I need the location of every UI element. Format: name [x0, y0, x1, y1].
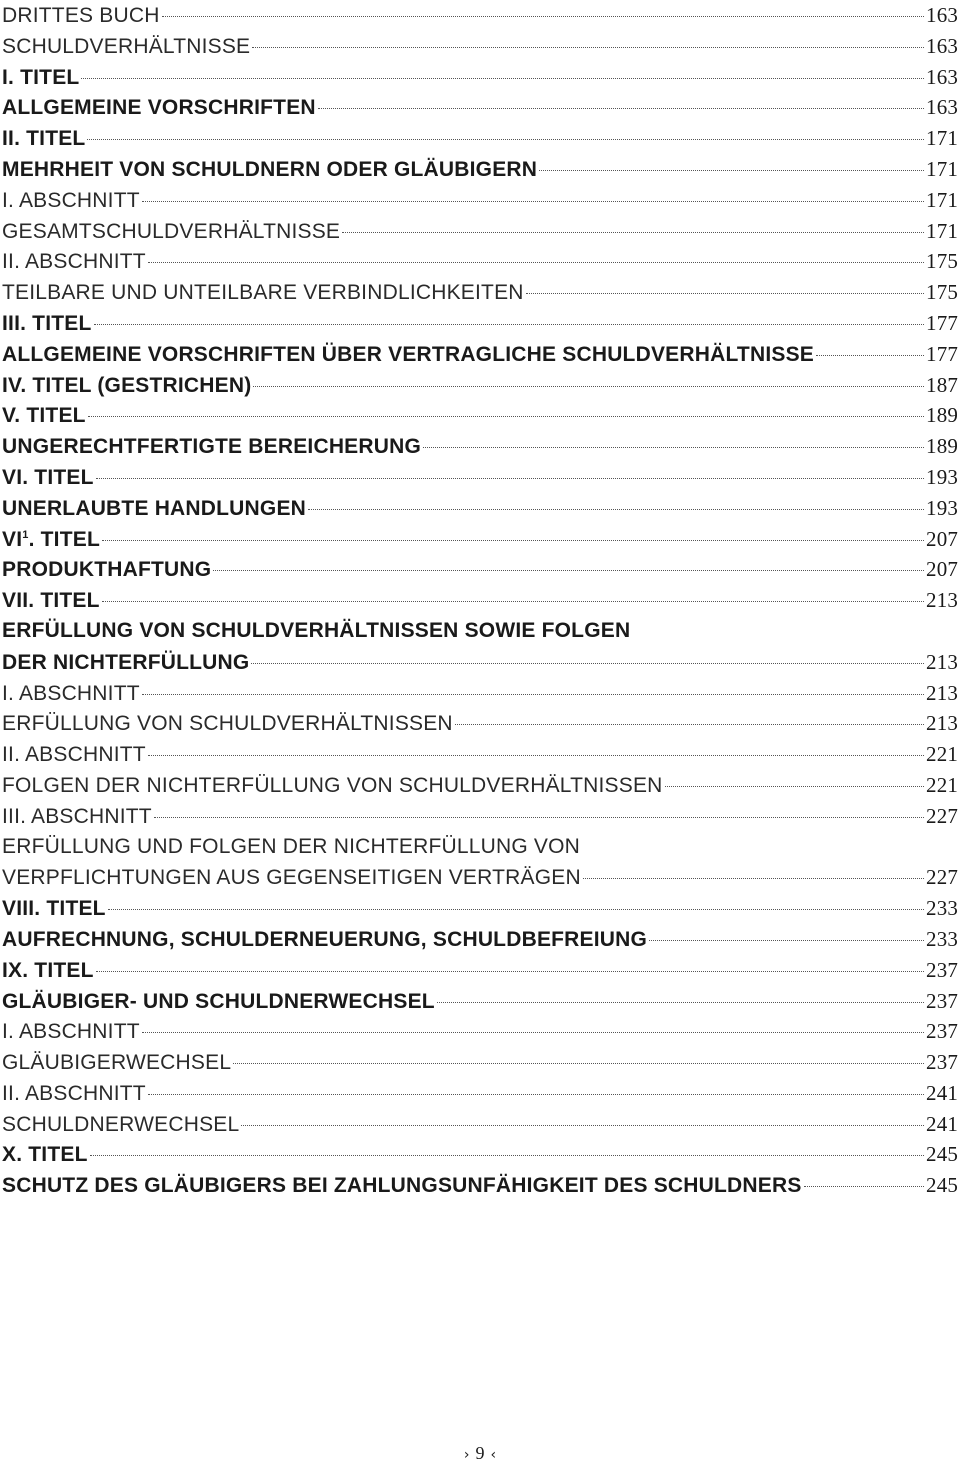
dot-leader	[816, 355, 924, 356]
toc-entry-title: I. ABSCHNITT	[2, 188, 140, 212]
toc-entry-title: ALLGEMEINE VORSCHRIFTEN	[2, 96, 316, 120]
dot-leader	[253, 386, 924, 387]
toc-entry-page: 163	[926, 64, 959, 89]
toc-entry-title: II. TITEL	[2, 127, 86, 151]
toc-entry-page: 213	[926, 649, 959, 674]
toc-entry-title: MEHRHEIT VON SCHULDNERN ODER GLÄUBIGERN	[2, 157, 538, 181]
toc-entry[interactable]	[2, 462, 960, 493]
toc-entry-page: 227	[926, 803, 959, 828]
toc-entry-page: 221	[926, 742, 959, 767]
toc-entry-page: 207	[926, 557, 959, 582]
toc-entry-page: 171	[926, 187, 959, 212]
toc-entry-page: 171	[926, 126, 959, 151]
toc-entry-title: GLÄUBIGERWECHSEL	[2, 1051, 232, 1075]
toc-entry[interactable]	[2, 185, 960, 216]
toc-entry[interactable]	[2, 277, 960, 308]
dot-leader	[649, 940, 924, 941]
toc-entry[interactable]	[2, 1139, 960, 1170]
toc-entry-title: SCHUTZ DES GLÄUBIGERS BEI ZAHLUNGSUNFÄHIGKEIT DES SCHULDNERS	[2, 1174, 802, 1198]
toc-entry[interactable]	[2, 678, 960, 709]
toc-entry-title: UNGERECHTFERTIGTE BEREICHERUNG	[2, 435, 422, 459]
dot-leader	[81, 78, 924, 79]
dot-leader	[94, 324, 925, 325]
toc-entry-page: 245	[926, 1173, 959, 1198]
toc-entry[interactable]	[2, 1016, 960, 1047]
toc-entry[interactable]	[2, 893, 960, 924]
toc-entry-page: 163	[926, 95, 959, 120]
dot-leader	[108, 909, 924, 910]
toc-entry-title: UNERLAUBTE HANDLUNGEN	[2, 496, 307, 520]
dot-leader	[665, 786, 924, 787]
toc-entry-title: SCHULDVERHÄLTNISSE	[2, 34, 251, 58]
toc-entry-title-line: ERFÜLLUNG UND FOLGEN DER NICHTERFÜLLUNG VON	[2, 834, 580, 858]
dot-leader	[804, 1186, 924, 1187]
toc-entry-page: 221	[926, 772, 959, 797]
dot-leader	[213, 570, 924, 571]
toc-entry-title: FOLGEN DER NICHTERFÜLLUNG VON SCHULDVERHÄLTNISSEN	[2, 773, 663, 797]
toc-entry-page: 241	[926, 1080, 959, 1105]
toc-entry-page: 163	[926, 3, 959, 27]
toc-entry[interactable]	[2, 1109, 960, 1140]
toc-entry[interactable]	[2, 647, 960, 678]
toc-entry-title: X. TITEL	[2, 1143, 88, 1167]
dot-leader	[455, 724, 924, 725]
dot-leader	[308, 509, 924, 510]
toc-entry-title: VI. TITEL	[2, 465, 94, 489]
page-footer	[0, 1442, 960, 1466]
toc-entry[interactable]	[2, 1170, 960, 1201]
toc-entry[interactable]	[2, 123, 960, 154]
toc-entry-page: 241	[926, 1111, 959, 1136]
toc-entry[interactable]	[2, 431, 960, 462]
toc-entry-title-suffix: . TITEL	[28, 527, 100, 551]
toc-entry-page: 163	[926, 33, 959, 58]
toc-entry-title: II. ABSCHNITT	[2, 1081, 146, 1105]
toc-entry-title: SCHULDNERWECHSEL	[2, 1112, 240, 1136]
toc-entry-page: 237	[926, 988, 959, 1013]
dot-leader	[539, 170, 924, 171]
toc-entry-title: GESAMTSCHULDVERHÄLTNISSE	[2, 219, 341, 243]
page-number: 9	[475, 1443, 485, 1463]
toc-entry-page: 213	[926, 588, 959, 613]
chevron-left-icon: ‹	[490, 1447, 497, 1463]
toc-entry-page: 207	[926, 526, 959, 551]
toc-entry-title: PRODUKTHAFTUNG	[2, 558, 212, 582]
dot-leader	[526, 293, 924, 294]
dot-leader	[90, 1155, 924, 1156]
dot-leader	[96, 478, 924, 479]
toc-entry[interactable]	[2, 31, 960, 62]
dot-leader	[102, 601, 924, 602]
toc-entry[interactable]	[2, 154, 960, 185]
toc-entry[interactable]	[2, 339, 960, 370]
toc-entry-title: I. ABSCHNITT	[2, 1020, 140, 1044]
toc-entry[interactable]	[2, 246, 960, 277]
dot-leader	[318, 108, 924, 109]
toc-entry-title-line: ERFÜLLUNG VON SCHULDVERHÄLTNISSEN SOWIE FOLGEN	[2, 618, 631, 642]
dot-leader	[583, 878, 924, 879]
dot-leader	[342, 232, 924, 233]
toc-entry-page: 189	[926, 403, 959, 428]
toc-entry[interactable]	[2, 986, 960, 1017]
toc-entry-page: 171	[926, 156, 959, 181]
toc-entry-page: 175	[926, 249, 959, 274]
toc-entry-page: 237	[926, 1050, 959, 1075]
dot-leader	[148, 262, 924, 263]
dot-leader	[437, 1002, 924, 1003]
dot-leader	[142, 1032, 924, 1033]
dot-leader	[102, 540, 924, 541]
toc-entry-page: 227	[926, 865, 959, 890]
toc-entry-page: 189	[926, 434, 959, 459]
dot-leader	[142, 201, 924, 202]
toc-entry-page: 213	[926, 711, 959, 736]
dot-leader	[88, 416, 924, 417]
toc-entry-title: II. ABSCHNITT	[2, 743, 146, 767]
toc-entry[interactable]	[2, 370, 960, 401]
dot-leader	[423, 447, 924, 448]
table-of-contents	[2, 0, 960, 1201]
toc-entry[interactable]	[2, 739, 960, 770]
toc-entry-superscript: 1	[22, 528, 29, 541]
toc-entry[interactable]	[2, 770, 960, 801]
toc-entry[interactable]	[2, 801, 960, 832]
toc-entry[interactable]	[2, 0, 960, 31]
toc-entry[interactable]	[2, 524, 960, 555]
toc-entry[interactable]	[2, 62, 960, 93]
toc-entry[interactable]	[2, 554, 960, 585]
toc-entry-title: ALLGEMEINE VORSCHRIFTEN ÜBER VERTRAGLICHE SCHULDVERHÄLTNISSE	[2, 342, 814, 366]
dot-leader	[251, 663, 924, 664]
toc-entry-title: IX. TITEL	[2, 958, 94, 982]
dot-leader	[241, 1125, 924, 1126]
dot-leader	[233, 1063, 924, 1064]
toc-entry-title: TEILBARE UND UNTEILBARE VERBINDLICHKEITEN	[2, 281, 524, 305]
toc-entry[interactable]	[2, 1078, 960, 1109]
toc-entry-title	[2, 525, 100, 556]
toc-entry-page: 213	[926, 680, 959, 705]
toc-entry-title: DER NICHTERFÜLLUNG	[2, 650, 250, 674]
toc-entry-title: GLÄUBIGER- UND SCHULDNERWECHSEL	[2, 989, 435, 1013]
dot-leader	[154, 817, 924, 818]
toc-entry-page: 245	[926, 1142, 959, 1167]
toc-entry-title: I. ABSCHNITT	[2, 681, 140, 705]
toc-entry-page: 237	[926, 1019, 959, 1044]
toc-entry[interactable]	[2, 708, 960, 739]
toc-entry-title: VIII. TITEL	[2, 897, 106, 921]
toc-entry-page: 233	[926, 926, 959, 951]
dot-leader	[148, 755, 924, 756]
toc-entry-title: I. TITEL	[2, 65, 80, 89]
toc-entry-title: V. TITEL	[2, 404, 86, 428]
toc-entry[interactable]	[2, 862, 960, 893]
toc-entry-title: AUFRECHNUNG, SCHULDERNEUERUNG, SCHULDBEFREIUNG	[2, 927, 648, 951]
toc-entry[interactable]	[2, 92, 960, 123]
toc-entry-title: DRITTES BUCH	[2, 4, 160, 27]
toc-entry-title: VERPFLICHTUNGEN AUS GEGENSEITIGEN VERTRÄGEN	[2, 866, 581, 890]
toc-entry-title: III. TITEL	[2, 311, 92, 335]
toc-entry-title: VII. TITEL	[2, 589, 100, 613]
toc-entry[interactable]	[2, 585, 960, 616]
toc-entry-page: 233	[926, 896, 959, 921]
dot-leader	[142, 694, 924, 695]
dot-leader	[162, 16, 924, 17]
toc-entry-page: 237	[926, 957, 959, 982]
toc-entry-title: II. ABSCHNITT	[2, 250, 146, 274]
chevron-right-icon: ›	[463, 1447, 470, 1463]
toc-entry-page: 187	[926, 372, 959, 397]
dot-leader	[87, 139, 924, 140]
toc-entry[interactable]	[2, 216, 960, 247]
toc-entry-page: 177	[926, 310, 959, 335]
toc-entry-title: III. ABSCHNITT	[2, 804, 152, 828]
dot-leader	[96, 971, 924, 972]
toc-entry-title: IV. TITEL (GESTRICHEN)	[2, 373, 252, 397]
toc-entry[interactable]	[2, 493, 960, 524]
dot-leader	[148, 1094, 924, 1095]
toc-entry[interactable]	[2, 400, 960, 431]
toc-entry[interactable]	[2, 955, 960, 986]
toc-entry-page: 193	[926, 495, 959, 520]
toc-entry-page: 175	[926, 280, 959, 305]
toc-entry[interactable]	[2, 924, 960, 955]
toc-entry[interactable]	[2, 1047, 960, 1078]
toc-entry-title: ERFÜLLUNG VON SCHULDVERHÄLTNISSEN	[2, 712, 453, 736]
toc-entry-page: 177	[926, 341, 959, 366]
toc-entry-page: 193	[926, 464, 959, 489]
toc-entry[interactable]	[2, 308, 960, 339]
dot-leader	[252, 47, 924, 48]
toc-entry-title-main: VI	[2, 527, 23, 551]
toc-entry-page: 171	[926, 218, 959, 243]
